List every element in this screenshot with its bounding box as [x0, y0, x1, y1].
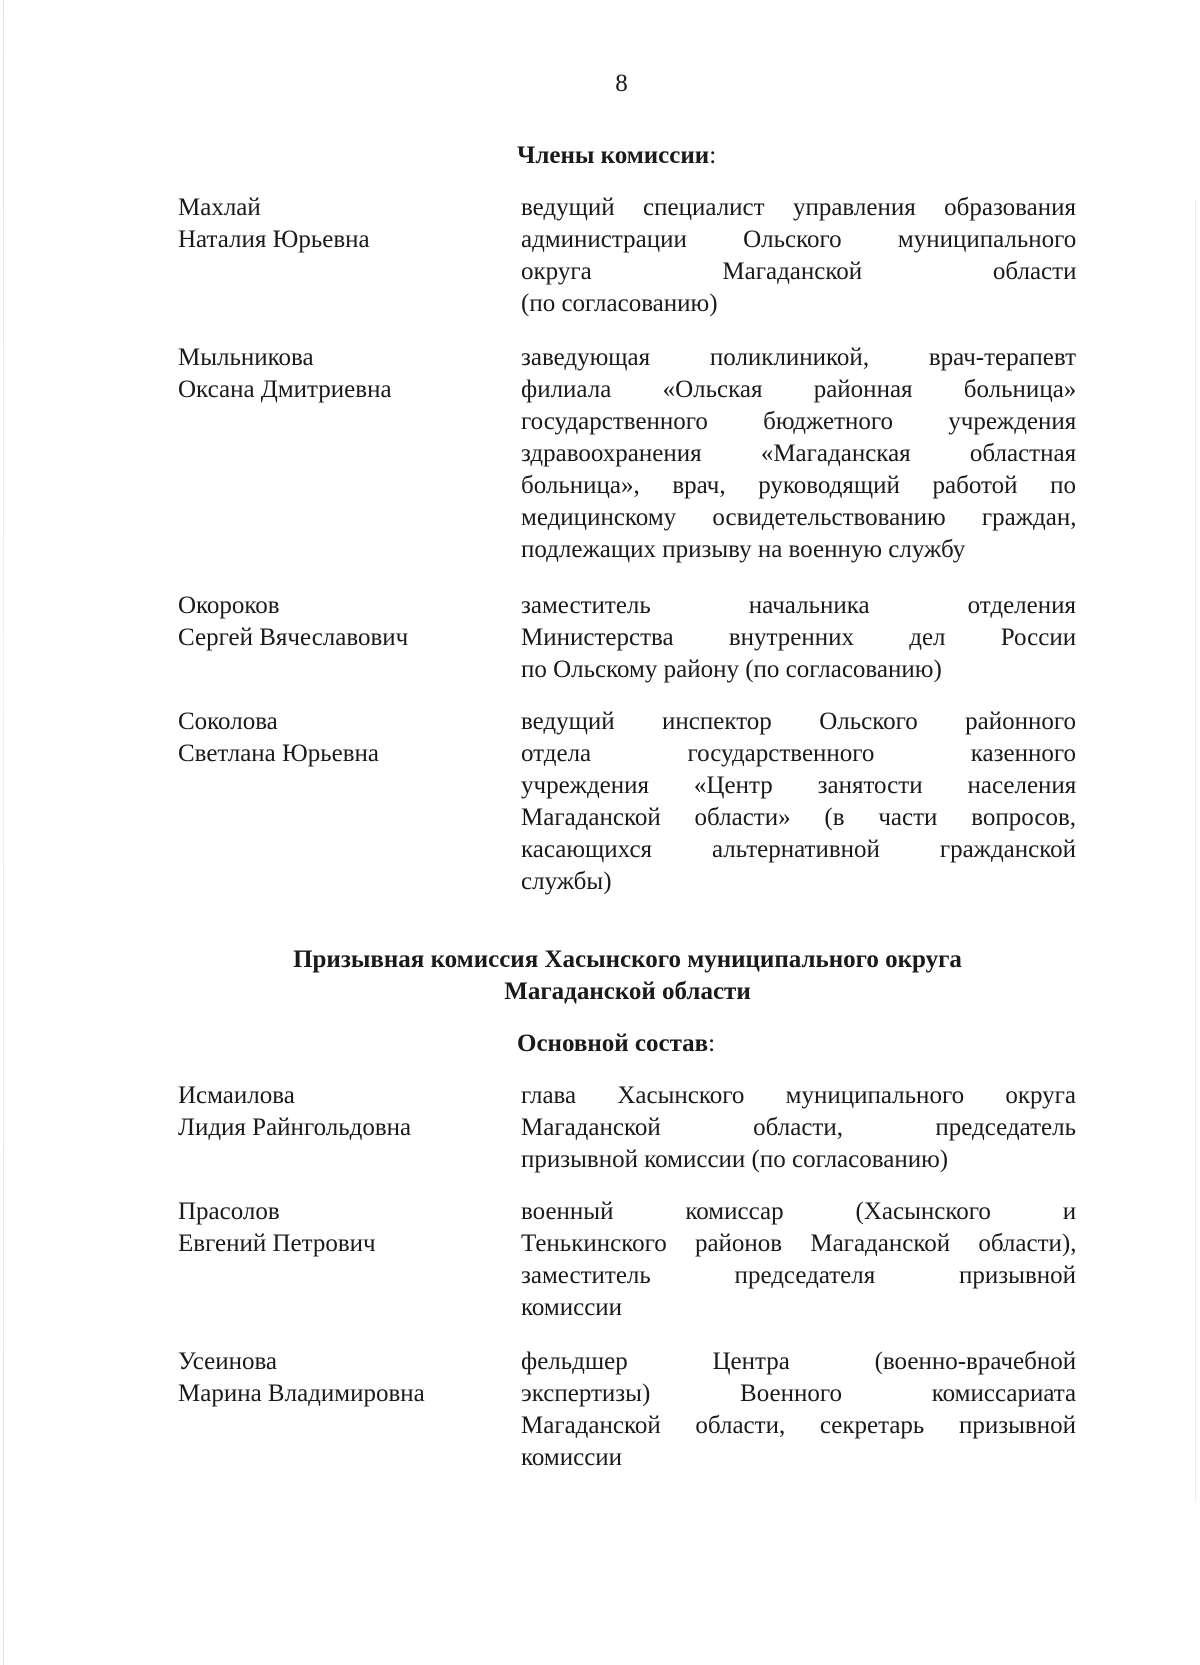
- role-line: подлежащих призыву на военную службу: [521, 536, 966, 563]
- members-heading-colon: :: [709, 142, 717, 169]
- member-name: [178, 1080, 498, 1144]
- role-line: отдела государственного казенного: [521, 740, 1076, 767]
- member-role: [521, 1346, 1076, 1474]
- member-surname: Усеинова: [178, 1348, 278, 1375]
- role-line: администрации Ольского муниципального: [521, 226, 1077, 253]
- member-name: [178, 1196, 498, 1260]
- main-composition-heading-colon: :: [708, 1030, 716, 1057]
- member-given-name: Евгений Петрович: [178, 1230, 376, 1257]
- member-name: [178, 1346, 498, 1410]
- role-line: заведующая поликлиникой, врач-терапевт: [521, 344, 1076, 371]
- member-role: [521, 1196, 1076, 1324]
- member-surname: Окороков: [178, 592, 280, 619]
- member-given-name: Лидия Райнгольдовна: [178, 1114, 412, 1141]
- role-line: фельдшер Центра (военно-врачебной: [521, 1348, 1077, 1375]
- member-name: [178, 590, 498, 654]
- main-composition-heading: [517, 1028, 715, 1060]
- member-surname: Соколова: [178, 708, 278, 735]
- role-line: по Ольскому району (по согласованию): [521, 656, 942, 683]
- member-surname: Мыльникова: [178, 344, 314, 371]
- commission-title: [180, 944, 1075, 1008]
- role-line: филиала «Ольская районная больница»: [521, 376, 1077, 403]
- main-composition-heading-text: Основной состав: [517, 1030, 709, 1057]
- role-line: Магаданской области» (в части вопросов,: [521, 804, 1076, 831]
- member-role: [521, 1080, 1076, 1176]
- scan-edge-left: [3, 0, 4, 1665]
- member-surname: Махлай: [178, 194, 261, 221]
- role-line: Магаданской области, председатель: [521, 1114, 1076, 1141]
- member-given-name: Светлана Юрьевна: [178, 740, 380, 767]
- members-heading-text: Члены комиссии: [517, 142, 710, 169]
- member-name: [178, 192, 498, 256]
- member-role: [521, 192, 1076, 320]
- role-line: больница», врач, руководящий работой по: [521, 472, 1076, 499]
- member-given-name: Сергей Вячеславович: [178, 624, 409, 651]
- page-number: 8: [615, 70, 628, 97]
- role-line: комиссии: [521, 1444, 623, 1471]
- member-role: [521, 706, 1076, 898]
- role-line: заместитель председателя призывной: [521, 1262, 1076, 1289]
- role-line: государственного бюджетного учреждения: [521, 408, 1077, 435]
- role-line: службы): [521, 868, 612, 895]
- role-line: округа Магаданской области: [521, 258, 1077, 285]
- member-given-name: Оксана Дмитриевна: [178, 376, 392, 403]
- role-line: Магаданской области, секретарь призывной: [521, 1412, 1076, 1439]
- role-line: заместитель начальника отделения: [521, 592, 1076, 619]
- role-line: экспертизы) Военного комиссариата: [521, 1380, 1077, 1407]
- member-name: [178, 342, 498, 406]
- member-given-name: Марина Владимировна: [178, 1380, 425, 1407]
- member-role: [521, 590, 1076, 686]
- role-line: Министерства внутренних дел России: [521, 624, 1077, 651]
- member-role: [521, 342, 1076, 566]
- commission-title-line: Магаданской области: [504, 978, 751, 1005]
- role-line: здравоохранения «Магаданская областная: [521, 440, 1077, 467]
- role-line: Тенькинского районов Магаданской области),: [521, 1230, 1077, 1257]
- role-line: учреждения «Центр занятости населения: [521, 772, 1077, 799]
- commission-title-line: Призывная комиссия Хасынского муниципального округа: [293, 946, 962, 973]
- role-line: комиссии: [521, 1294, 623, 1321]
- role-line: (по согласованию): [521, 290, 718, 317]
- role-line: ведущий инспектор Ольского районного: [521, 708, 1076, 735]
- member-name: [178, 706, 498, 770]
- role-line: призывной комиссии (по согласованию): [521, 1146, 949, 1173]
- member-surname: Исмаилова: [178, 1082, 295, 1109]
- role-line: касающихся альтернативной гражданской: [521, 836, 1076, 863]
- member-given-name: Наталия Юрьевна: [178, 226, 370, 253]
- role-line: военный комиссар (Хасынского и: [521, 1198, 1077, 1225]
- members-heading: [517, 140, 716, 172]
- role-line: ведущий специалист управления образования: [521, 194, 1076, 221]
- member-surname: Прасолов: [178, 1198, 280, 1225]
- scan-edge-right: [1195, 200, 1196, 1500]
- role-line: глава Хасынского муниципального округа: [521, 1082, 1076, 1109]
- role-line: медицинскому освидетельствованию граждан,: [521, 504, 1077, 531]
